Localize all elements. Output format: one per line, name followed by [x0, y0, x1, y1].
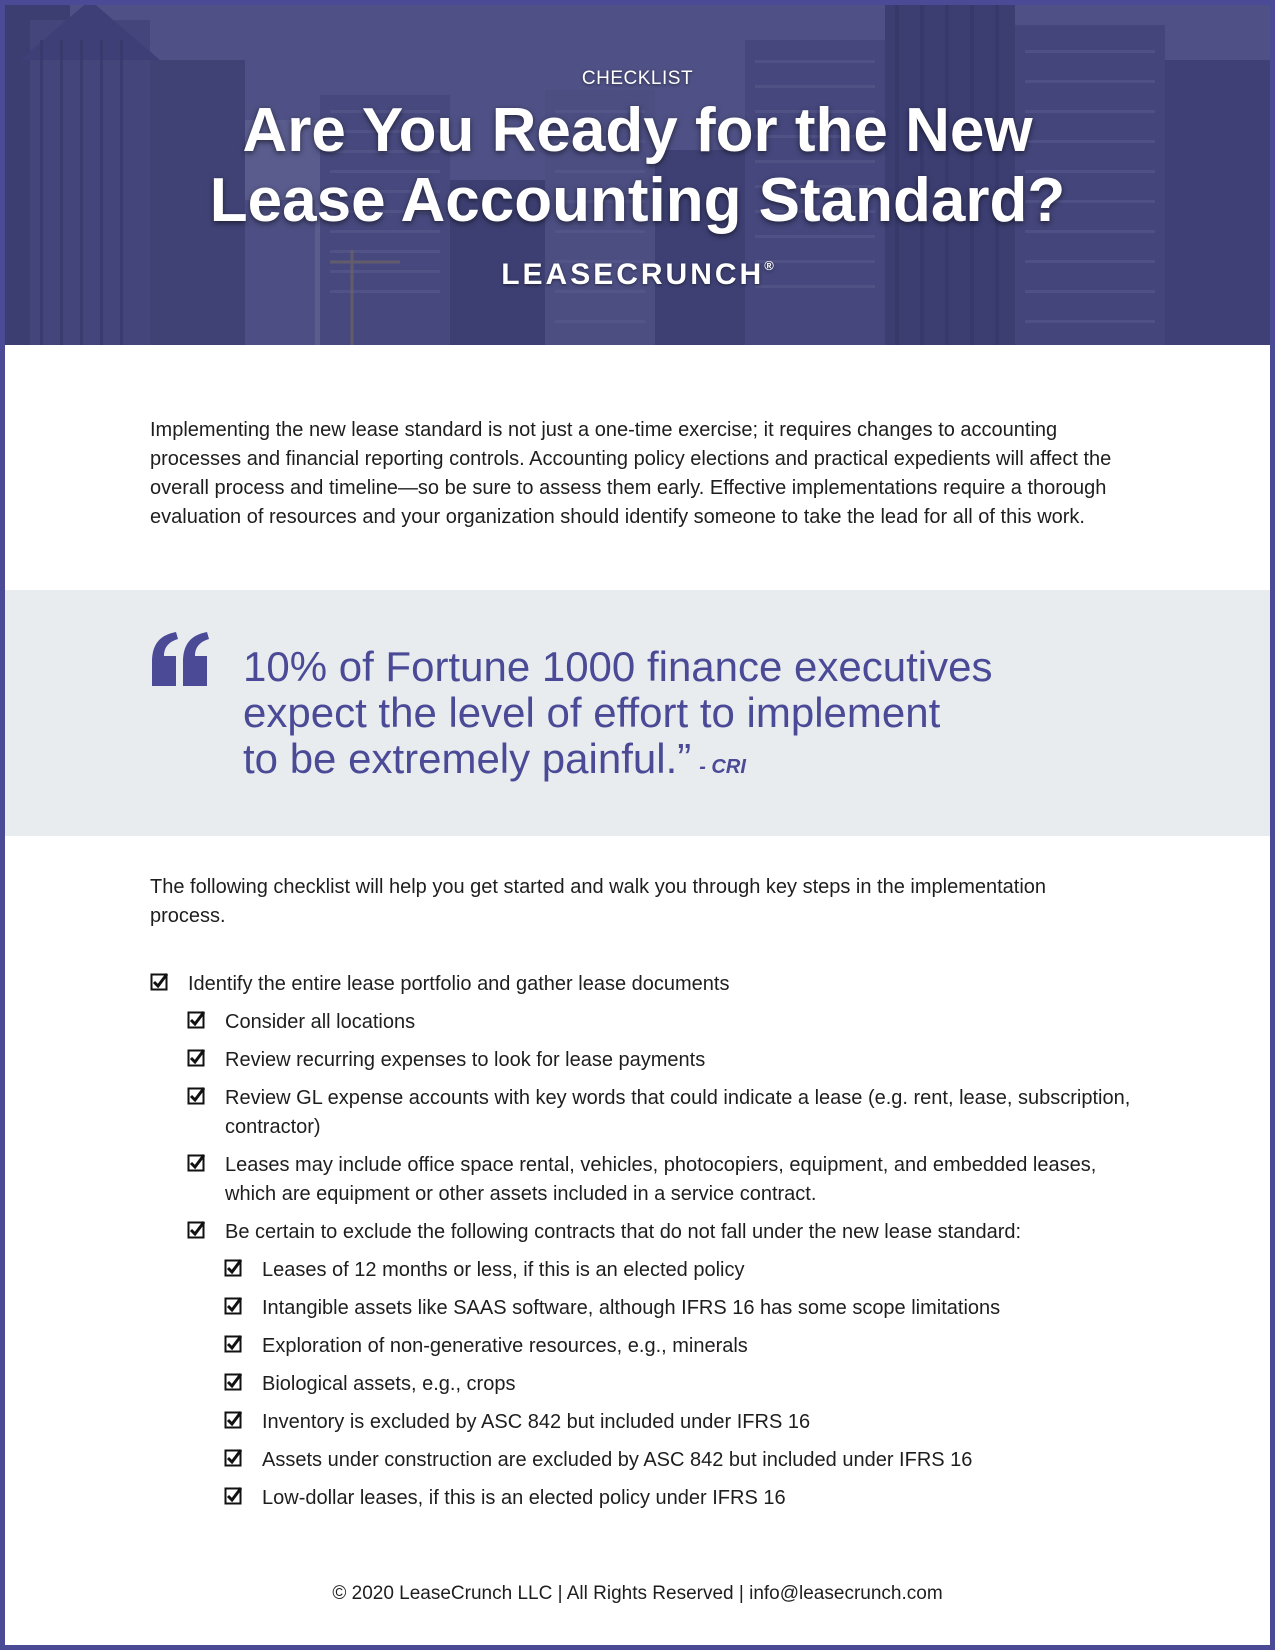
quote-callout [0, 590, 1275, 836]
checked-box-icon [187, 1221, 205, 1239]
registered-mark: ® [764, 258, 774, 273]
kicker-label: CHECKLIST [581, 68, 694, 89]
logo-text: LEASECRUNCH [501, 258, 765, 291]
checklist-item-text: Identify the entire lease portfolio and gather lease documents [188, 973, 730, 995]
title-line-1: Are You Ready for the New [242, 96, 1033, 165]
checklist-item-text: Leases of 12 months or less, if this is an elected policy [262, 1259, 745, 1281]
checked-box-icon [187, 1154, 205, 1172]
leasecrunch-logo [0, 258, 1275, 292]
checked-box-icon [150, 973, 168, 991]
checked-box-icon [187, 1049, 205, 1067]
checklist-item-text: Leases may include office space rental, vehicles, photocopiers, equipment, and embedded leases, which are equipment or other assets included in a service contract. [225, 1154, 1097, 1205]
checklist-item [150, 1332, 1150, 1361]
checked-box-icon [224, 1487, 242, 1505]
intro-paragraph: Implementing the new lease standard is not just a one-time exercise; it requires changes to accounting processes and financial reporting controls. Accounting policy elections and practical expedients will affect the overall process and timeline—so be sure to assess them early. Effective implementations require a thorough evaluation of resources and your organization should identify someone to take the lead for all of this work. [150, 419, 1112, 528]
checklist-item [150, 1084, 1150, 1142]
checklist-item [150, 1370, 1150, 1399]
checked-box-icon [224, 1259, 242, 1277]
checklist-item-text: Assets under construction are excluded by ASC 842 but included under IFRS 16 [262, 1449, 973, 1471]
checked-box-icon [187, 1087, 205, 1105]
checklist-item-text: Biological assets, e.g., crops [262, 1373, 516, 1395]
checked-box-icon [224, 1335, 242, 1353]
checklist-item [150, 1151, 1150, 1209]
checked-box-icon [224, 1449, 242, 1467]
quote-line-3: to be extremely painful.” [243, 735, 692, 782]
checklist-item-text: Intangible assets like SAAS software, although IFRS 16 has some scope limitations [262, 1297, 1001, 1319]
checklist-item-text: Consider all locations [225, 1011, 416, 1033]
checked-box-icon [187, 1011, 205, 1029]
checklist-item-text: Be certain to exclude the following contracts that do not fall under the new lease standard: [225, 1221, 1022, 1243]
quote-text [243, 644, 1143, 790]
page-title [0, 96, 1275, 236]
checked-box-icon [224, 1373, 242, 1391]
checklist-item-text: Review recurring expenses to look for lease payments [225, 1049, 706, 1071]
checklist-item [150, 1408, 1150, 1437]
hero-banner [0, 0, 1275, 345]
checklist-item-text: Exploration of non-generative resources, e.g., minerals [262, 1335, 748, 1357]
checklist-item-text: Review GL expense accounts with key words that could indicate a lease (e.g. rent, lease, subscription, contractor) [225, 1087, 1131, 1138]
checklist-item [150, 1446, 1150, 1475]
checklist-item-text: Low-dollar leases, if this is an elected policy under IFRS 16 [262, 1487, 786, 1509]
checklist-item-text: Inventory is excluded by ASC 842 but included under IFRS 16 [262, 1411, 811, 1433]
checklist-item [150, 1256, 1150, 1285]
checklist-item [150, 1046, 1150, 1075]
title-line-2: Lease Accounting Standard? [209, 166, 1066, 235]
checklist [150, 970, 1150, 1522]
quote-open-icon [150, 632, 210, 686]
checklist-item [150, 1008, 1150, 1037]
checklist-item [150, 1484, 1150, 1513]
checked-box-icon [224, 1411, 242, 1429]
quote-source: - CRI [699, 756, 746, 778]
quote-line-2: expect the level of effort to implement [243, 689, 941, 736]
footer: © 2020 LeaseCrunch LLC | All Rights Reserved | info@leasecrunch.com [332, 1583, 943, 1604]
checklist-item [150, 1294, 1150, 1323]
checklist-item [150, 1218, 1150, 1247]
quote-line-1: 10% of Fortune 1000 finance executives [243, 643, 993, 690]
checklist-item [150, 970, 1150, 999]
checked-box-icon [224, 1297, 242, 1315]
checklist-lead-paragraph: The following checklist will help you get started and walk you through key steps in the implementation process. [150, 876, 1047, 927]
